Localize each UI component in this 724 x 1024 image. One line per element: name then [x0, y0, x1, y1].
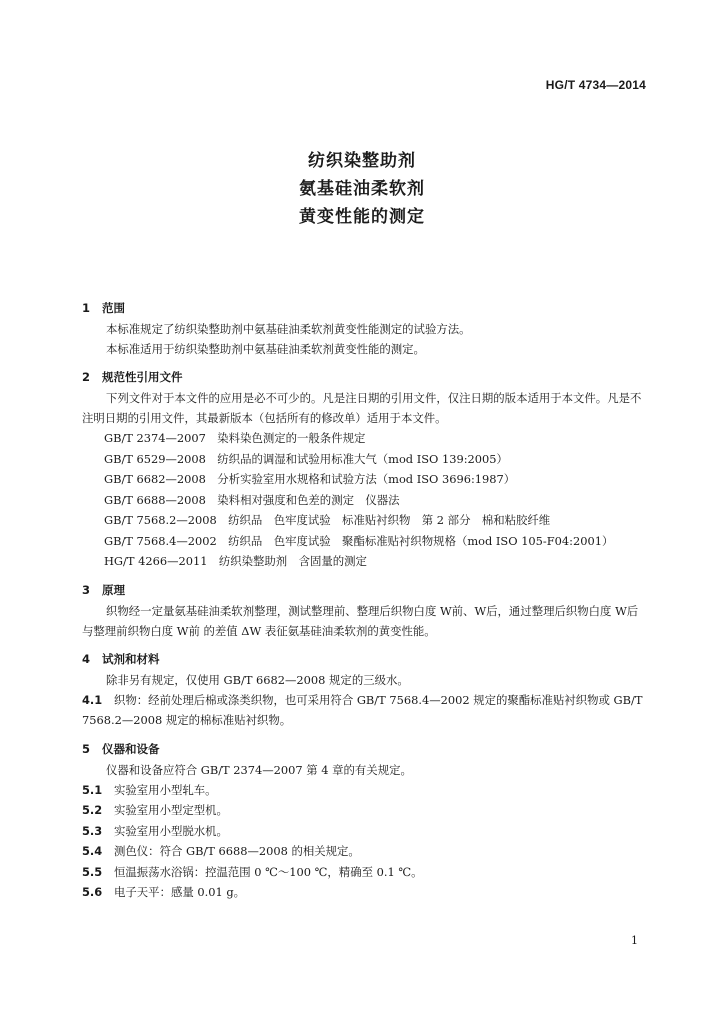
- clause-item: [82, 800, 647, 821]
- clause-number: 4.1: [82, 692, 103, 707]
- clause-item: [82, 841, 647, 862]
- section-number: 5: [82, 741, 91, 756]
- clause-text: 测色仪：符合 GB/T 6688—2008 的相关规定。: [114, 844, 360, 858]
- reference-item: GB/T 7568.4—2002 纺织品 色牢度试验 聚酯标准贴衬织物规格（mod ISO 105-F04:2001）: [104, 533, 614, 548]
- clause-number: 5.3: [82, 823, 103, 838]
- standard-code: HG/T 4734—2014: [545, 78, 646, 92]
- section-4-heading: [82, 648, 647, 670]
- principle-paragraph: 织物经一定量氨基硅油柔软剂整理，测试整理前、整理后织物白度 W前、W后，通过整理后织物白度 W后 与整理前织物白度 W前 的差值 ΔW 表征氨基硅油柔软剂的黄变性能。: [82, 603, 639, 638]
- clause-item: [82, 862, 647, 883]
- section-title: 试剂和材料: [102, 651, 160, 666]
- scope-paragraph-1: 本标准规定了纺织染整助剂中氨基硅油柔软剂黄变性能测定的试验方法。: [106, 322, 471, 336]
- reference-item: GB/T 6688—2008 染料相对强度和色差的测定 仪器法: [104, 492, 400, 507]
- clause-number: 5.5: [82, 864, 103, 879]
- reference-item: HG/T 4266—2011 纺织染整助剂 含固量的测定: [104, 554, 367, 568]
- clause-text: 实验室用小型脱水机。: [114, 823, 228, 838]
- section-2-heading: [82, 366, 647, 388]
- clause-text: 实验室用小型轧车。: [114, 782, 217, 797]
- title-line-3: 黄变性能的测定: [299, 207, 425, 227]
- reference-item: GB/T 6682—2008 分析实验室用水规格和试验方法（mod ISO 3696:1987）: [104, 472, 516, 486]
- reference-item: GB/T 6529—2008 纺织品的调湿和试验用标准大气（mod ISO 139:2005）: [104, 451, 508, 466]
- section-title: 原理: [102, 582, 125, 597]
- normative-references-intro: 下列文件对于本文件的应用是必不可少的。凡是注日期的引用文件，仅注日期的版本适用于本文件。凡是不注明日期的引用文件，其最新版本（包括所有的修改单）适用于本文件。: [82, 391, 642, 425]
- clause-number: 5.4: [82, 844, 103, 858]
- clause-number: 5.1: [82, 782, 103, 797]
- section-title: 范围: [102, 301, 125, 315]
- section-number: 1: [82, 301, 91, 315]
- section-number: 2: [82, 370, 91, 384]
- title-line-2: 氨基硅油柔软剂: [299, 179, 425, 199]
- section-number: 4: [82, 651, 91, 666]
- clause-text: 恒温振荡水浴锅：控温范围 0 ℃～100 ℃，精确至 0.1 ℃。: [114, 864, 423, 879]
- clause-number: 5.6: [82, 885, 103, 899]
- section-5-heading: [82, 738, 647, 760]
- page-number: 1: [631, 934, 638, 947]
- section-1-heading: [82, 297, 647, 319]
- section-3-heading: [82, 579, 647, 601]
- clause-text: 实验室用小型定型机。: [114, 803, 228, 817]
- title-line-1: 纺织染整助剂: [308, 151, 416, 171]
- section-number: 3: [82, 582, 91, 597]
- section-title: 仪器和设备: [102, 741, 160, 756]
- apparatus-paragraph: 仪器和设备应符合 GB/T 2374—2007 第 4 章的有关规定。: [106, 762, 412, 777]
- reagents-paragraph: 除非另有规定，仅使用 GB/T 6682—2008 规定的三级水。: [106, 672, 409, 687]
- clause-item: [82, 882, 647, 903]
- clause-4-1: [82, 690, 647, 731]
- clause-item: [82, 780, 647, 801]
- clause-text: 电子天平：感量 0.01 g。: [114, 885, 246, 899]
- scope-paragraph-2: 本标准适用于纺织染整助剂中氨基硅油柔软剂黄变性能的测定。: [106, 342, 425, 356]
- document-body: [82, 297, 647, 903]
- clause-item: [82, 821, 647, 842]
- clause-number: 5.2: [82, 803, 103, 817]
- section-title: 规范性引用文件: [102, 370, 183, 384]
- reference-item: GB/T 7568.2—2008 纺织品 色牢度试验 标准贴衬织物 第 2 部分 棉和粘胶纤维: [104, 513, 551, 527]
- clause-text: 织物：经前处理后棉或涤类织物，也可采用符合 GB/T 7568.4—2002 规定的聚酯标准贴衬织物或 GB/T 7568.2—2008 规定的棉标准贴衬织物。: [82, 692, 643, 727]
- reference-item: GB/T 2374—2007 染料染色测定的一般条件规定: [104, 431, 366, 445]
